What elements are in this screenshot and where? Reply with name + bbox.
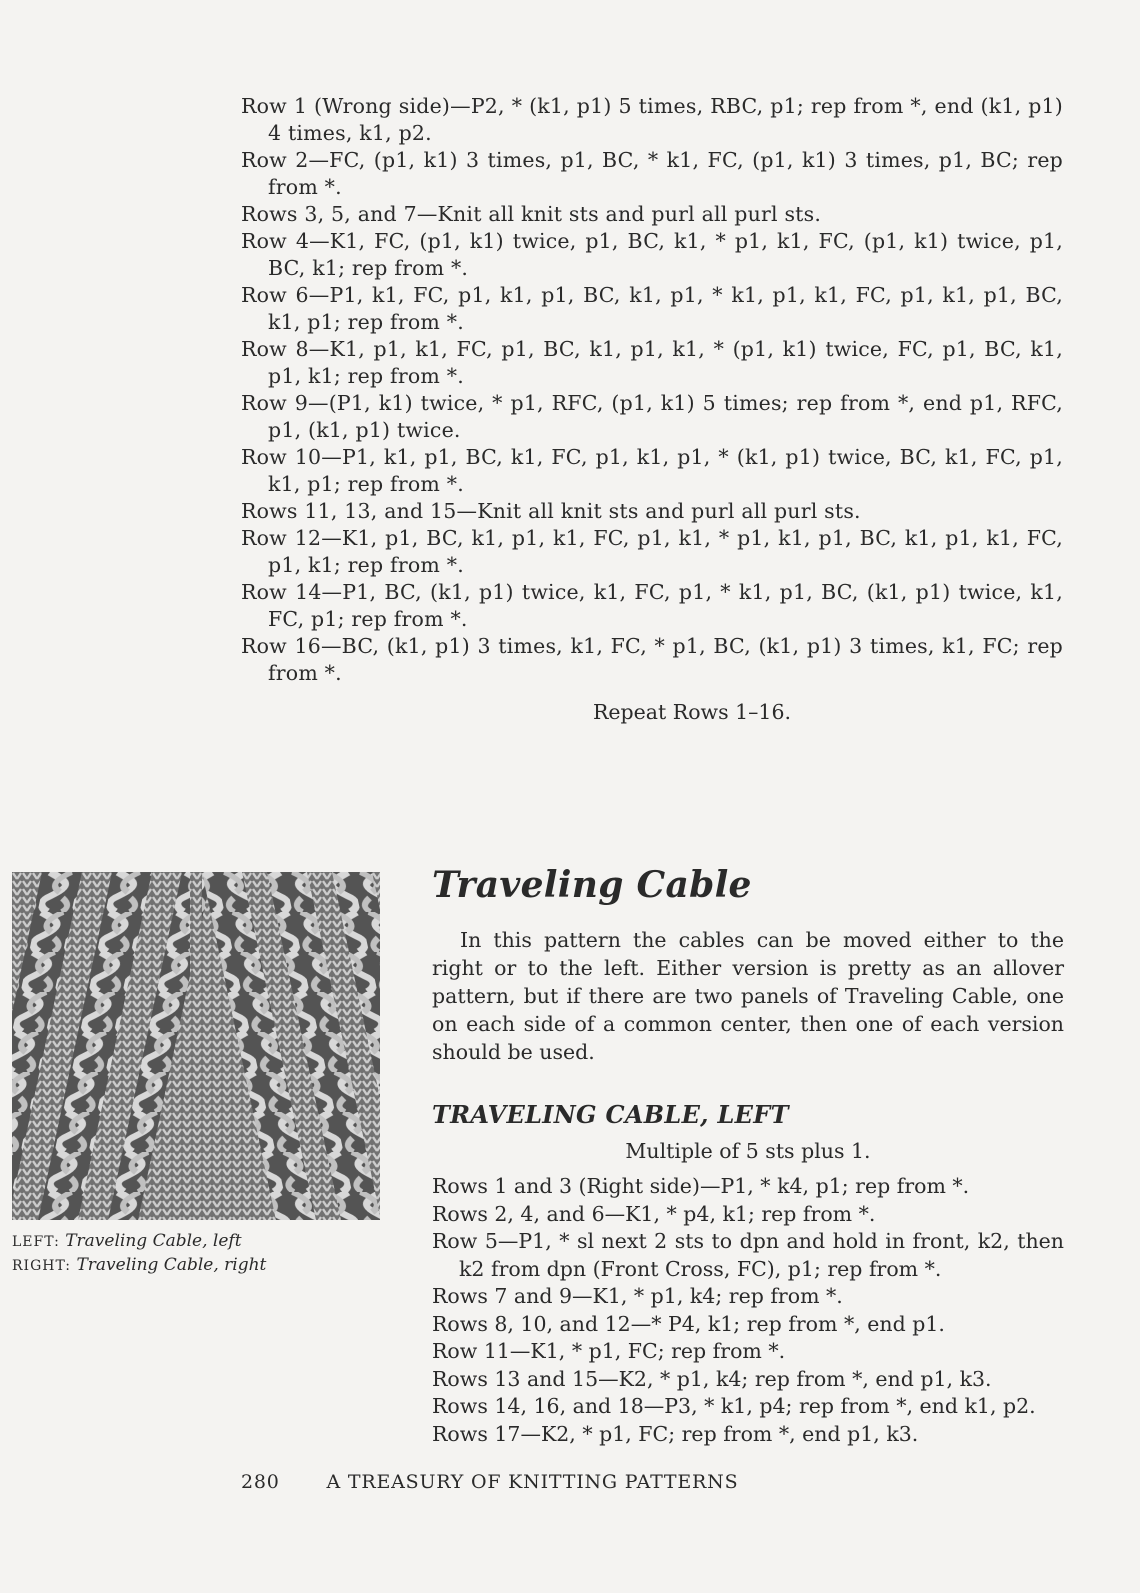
subsection-title: TRAVELING CABLE, LEFT <box>432 1100 789 1129</box>
page-number: 280 <box>241 1471 280 1493</box>
caption-left-label: LEFT: <box>12 1234 60 1250</box>
section-title: Traveling Cable <box>432 864 752 906</box>
instruction-row: Rows 2, 4, and 6—K1, * p4, k1; rep from *. <box>432 1201 876 1226</box>
instruction-row: Rows 3, 5, and 7—Knit all knit sts and purl all purl sts. <box>241 202 822 226</box>
instruction-row: Row 16—BC, (k1, p1) 3 times, k1, FC, * p1, BC, (k1, p1) 3 times, k1, FC; rep from *. <box>241 634 1063 685</box>
knitting-swatch-photo <box>12 872 380 1220</box>
instruction-row: Row 14—P1, BC, (k1, p1) twice, k1, FC, p1, * k1, p1, BC, (k1, p1) twice, k1, FC, p1; rep from *. <box>241 580 1063 631</box>
instruction-row: Row 1 (Wrong side)—P2, * (k1, p1) 5 times, RBC, p1; rep from *, end (k1, p1) 4 times, k1, p2. <box>241 94 1063 145</box>
pattern-instructions-top <box>241 93 1063 726</box>
instruction-row: Rows 1 and 3 (Right side)—P1, * k4, p1; rep from *. <box>432 1174 970 1198</box>
book-title: A TREASURY OF KNITTING PATTERNS <box>326 1471 739 1493</box>
instruction-row: Row 5—P1, * sl next 2 sts to dpn and hold in front, k2, then k2 from dpn (Front Cross, FC), p1; rep from *. <box>432 1229 1064 1281</box>
instruction-row: Row 9—(P1, k1) twice, * p1, RFC, (p1, k1) 5 times; rep from *, end p1, RFC, p1, (k1, p1) twice. <box>241 391 1063 442</box>
instruction-row: Row 11—K1, * p1, FC; rep from *. <box>432 1339 786 1363</box>
instruction-row: Rows 17—K2, * p1, FC; rep from *, end p1, k3. <box>432 1421 919 1446</box>
instruction-row: Row 10—P1, k1, p1, BC, k1, FC, p1, k1, p1, * (k1, p1) twice, BC, k1, FC, p1, k1, p1; rep from *. <box>241 445 1063 496</box>
instruction-row: Row 4—K1, FC, (p1, k1) twice, p1, BC, k1, * p1, k1, FC, (p1, k1) twice, p1, BC, k1; rep from *. <box>241 229 1063 280</box>
instruction-row: Row 8—K1, p1, k1, FC, p1, BC, k1, p1, k1, * (p1, k1) twice, FC, p1, BC, k1, p1, k1; rep from *. <box>241 337 1063 388</box>
page-footer <box>241 1471 738 1493</box>
instruction-row: Rows 11, 13, and 15—Knit all knit sts and purl all purl sts. <box>241 499 861 523</box>
caption-left-text: Traveling Cable, left <box>65 1231 242 1251</box>
instruction-row: Rows 13 and 15—K2, * p1, k4; rep from *, end p1, k3. <box>432 1366 992 1391</box>
instruction-row: Row 12—K1, p1, BC, k1, p1, k1, FC, p1, k1, * p1, k1, p1, BC, k1, p1, k1, FC, p1, k1; rep from *. <box>241 526 1063 577</box>
stitch-multiple: Multiple of 5 sts plus 1. <box>625 1139 871 1163</box>
instruction-row: Rows 8, 10, and 12—* P4, k1; rep from *, end p1. <box>432 1311 945 1336</box>
photo-caption <box>12 1230 266 1278</box>
instruction-row: Row 2—FC, (p1, k1) 3 times, p1, BC, * k1, FC, (p1, k1) 3 times, p1, BC; rep from *. <box>241 148 1063 199</box>
repeat-note: Repeat Rows 1–16. <box>592 700 792 724</box>
caption-right-text: Traveling Cable, right <box>76 1255 267 1275</box>
instruction-row: Row 6—P1, k1, FC, p1, k1, p1, BC, k1, p1, * k1, p1, k1, FC, p1, k1, p1, BC, k1, p1; rep from *. <box>241 283 1063 334</box>
instruction-row: Rows 14, 16, and 18—P3, * k1, p4; rep from *, end k1, p2. <box>432 1394 1036 1418</box>
instruction-row: Rows 7 and 9—K1, * p1, k4; rep from *. <box>432 1284 843 1308</box>
traveling-cable-section <box>432 864 1064 1448</box>
section-intro: In this pattern the cables can be moved either to the right or to the left. Either version is pretty as an allover pattern, but if there are two panels of Traveling Cable, one on each side of a common center, then one of each version should be used. <box>432 928 1064 1064</box>
caption-right-label: RIGHT: <box>12 1258 72 1274</box>
